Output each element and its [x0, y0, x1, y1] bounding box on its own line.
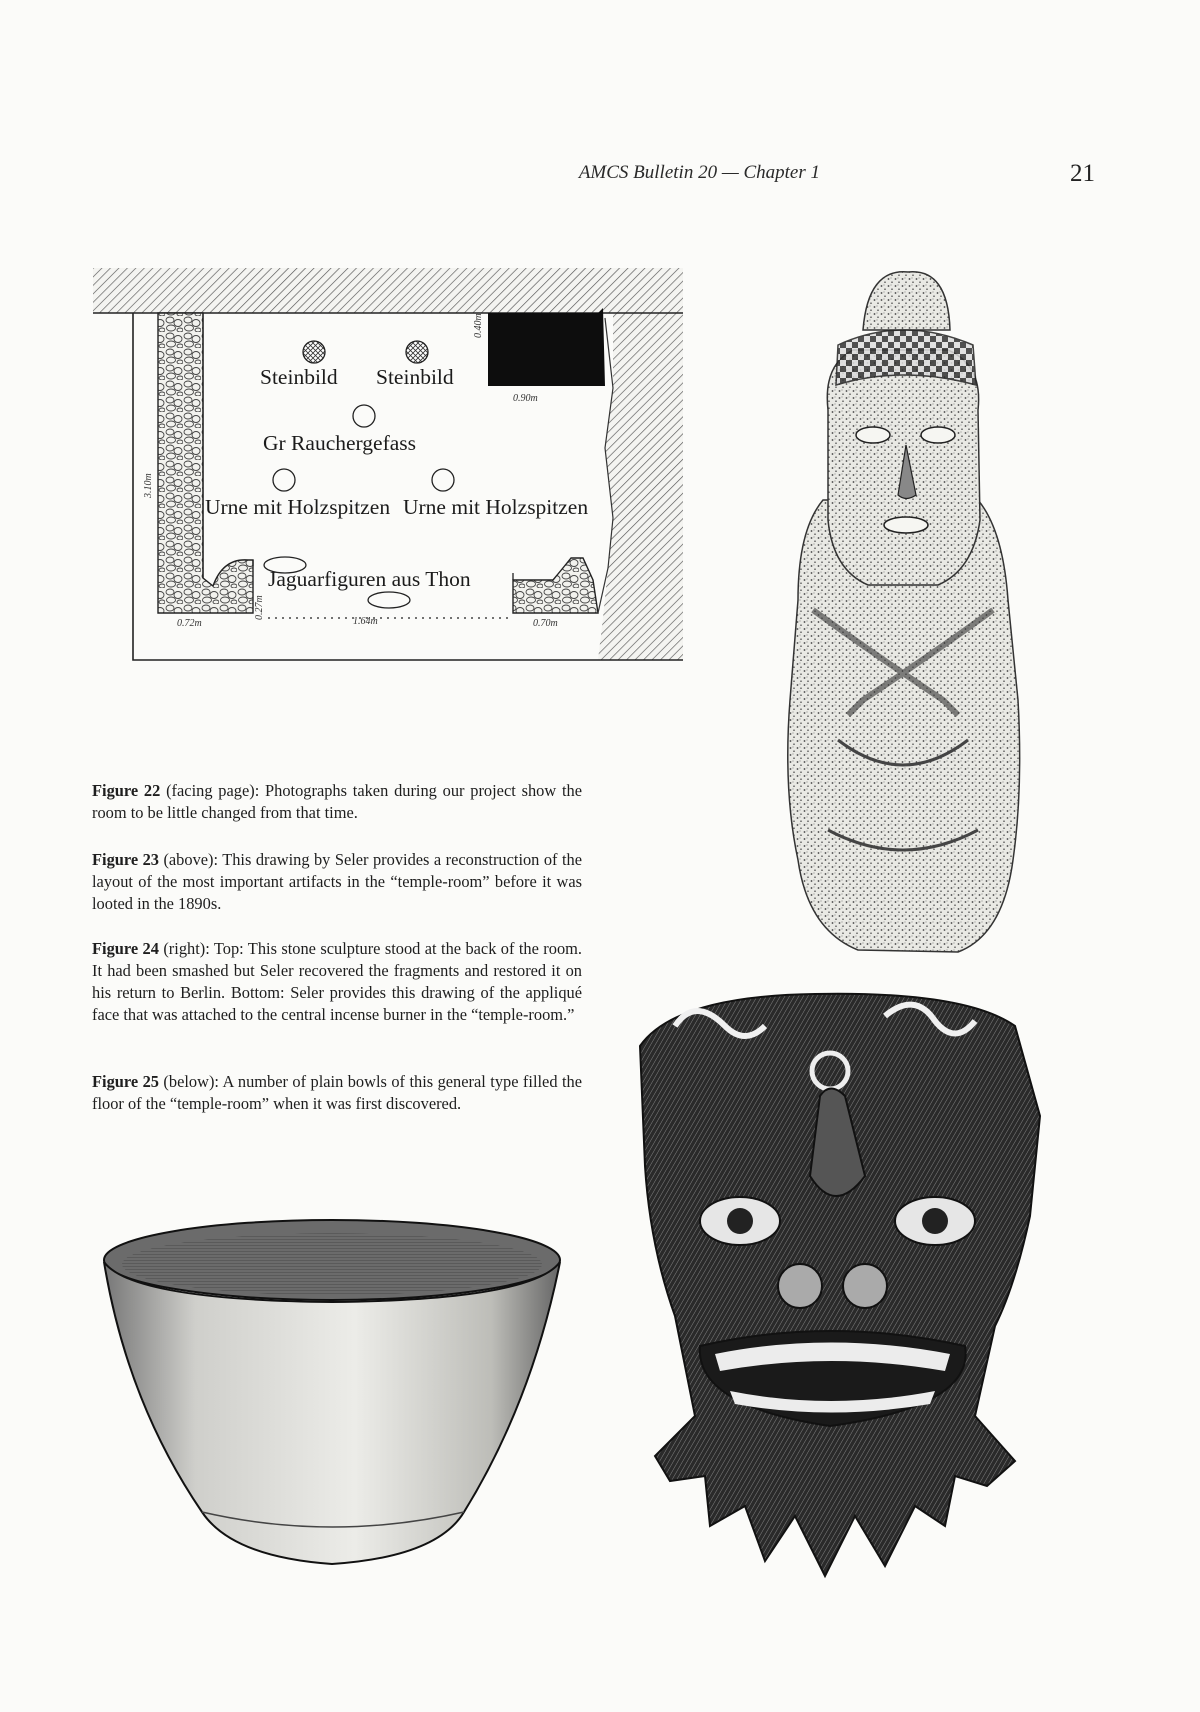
- figure-23-plan-drawing: [93, 268, 683, 663]
- measure-left-wall: 3.10m: [143, 473, 154, 498]
- caption-figure-22-label: Figure 22: [92, 781, 161, 801]
- rauchergefass-marker: [353, 405, 375, 427]
- label-urne-right: Urne mit Holzspitzen: [403, 495, 589, 519]
- urne-left-marker: [273, 469, 295, 491]
- figure-24-stone-sculpture-illustration: [768, 270, 1036, 960]
- label-jaguarfiguren: Jaguarfiguren aus Thon: [268, 567, 471, 591]
- caption-figure-24-label: Figure 24: [92, 939, 159, 959]
- measure-doorway: 1.64m: [353, 616, 378, 627]
- plan-top-wall-hatching: [93, 268, 683, 313]
- measure-bottom-right: 0.70m: [533, 618, 558, 629]
- running-header: AMCS Bulletin 20 — Chapter 1: [578, 162, 820, 183]
- plan-left-stone-wall: [158, 313, 253, 613]
- steinbild-right-marker: [406, 341, 428, 363]
- measure-bottom-left: 0.72m: [177, 618, 202, 629]
- caption-figure-23-text: (above): This drawing by Seler provides a reconstruction of the layout of the most important artifacts in the “temple-room” before it was looted in the 1890s.: [92, 850, 582, 914]
- caption-figure-24: [92, 938, 582, 1026]
- figure-25-plain-bowl-illustration: [92, 1212, 592, 1602]
- label-urne-left: Urne mit Holzspitzen: [205, 495, 391, 519]
- urne-right-marker: [432, 469, 454, 491]
- measure-bottom-left-height: 0.27m: [254, 595, 265, 620]
- caption-figure-23-label: Figure 23: [92, 850, 159, 870]
- bowl-body: [104, 1262, 560, 1564]
- page-number: 21: [1070, 160, 1095, 187]
- label-rauchergefass: Gr Rauchergefass: [263, 431, 417, 455]
- caption-figure-22: [92, 780, 582, 824]
- caption-figure-22-text: (facing page): Photographs taken during our project show the room to be little changed from that time.: [92, 781, 582, 823]
- steinbild-left-marker: [303, 341, 325, 363]
- plan-black-block: [488, 308, 605, 386]
- measure-top-right-vertical: 0.40m: [473, 313, 484, 338]
- plan-right-stone-block: [513, 558, 598, 613]
- caption-figure-25: [92, 1071, 582, 1115]
- label-steinbild-left: Steinbild: [260, 365, 338, 389]
- label-steinbild-right: Steinbild: [376, 365, 454, 389]
- jaguar-marker-lower: [368, 592, 410, 608]
- measure-top-right-horizontal: 0.90m: [513, 393, 538, 404]
- figure-24-applique-face-illustration: [615, 986, 1053, 1584]
- caption-figure-23: [92, 849, 582, 915]
- caption-figure-25-label: Figure 25: [92, 1072, 159, 1092]
- caption-figure-24-text: (right): Top: This stone sculpture stood at the back of the room. It had been smashed but Seler recovered the fragments and restored it on his return to Berlin. Bottom: Seler provides this drawing of the appliqué face that was attached to the central incense burner in the “temple-room.”: [92, 939, 582, 1025]
- caption-figure-25-text: (below): A number of plain bowls of this general type filled the floor of the “temple-room” when it was first discovered.: [92, 1072, 583, 1114]
